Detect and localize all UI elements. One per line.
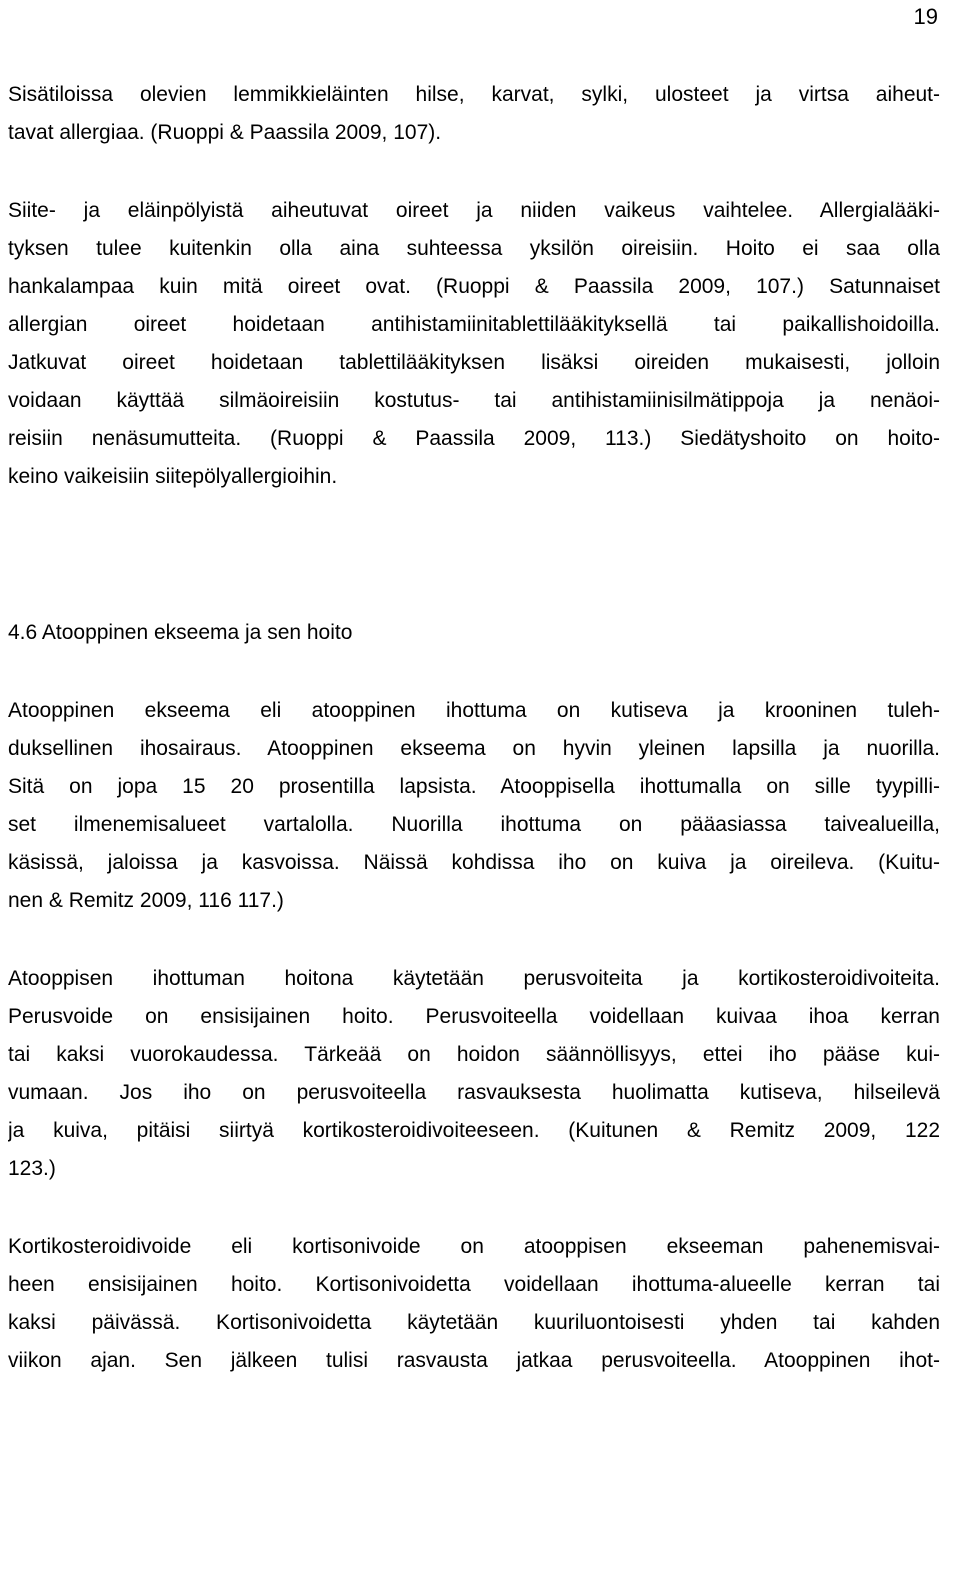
section-heading: 4.6 Atooppinen ekseema ja sen hoito [8, 621, 353, 644]
text-line: käsissä, jaloissa ja kasvoissa. Näissä kohdissa iho on kuiva ja oireileva. (Kuitu- [8, 851, 940, 874]
text-line: 123.) [8, 1157, 56, 1180]
text-line: Jatkuvat oireet hoidetaan tablettilääkityksen lisäksi oireiden mukaisesti, jolloin [8, 351, 940, 374]
text-line: keino vaikeisiin siitepölyallergioihin. [8, 465, 338, 488]
text-line: Sisätiloissa olevien lemmikkieläinten hilse, karvat, sylki, ulosteet ja virtsa aiheut- [8, 83, 940, 106]
text-line: kaksi päivässä. Kortisonivoidetta käytetään kuuriluontoisesti yhden tai kahden [8, 1311, 940, 1334]
text-line: Perusvoide on ensisijainen hoito. Perusvoiteella voidellaan kuivaa ihoa kerran [8, 1005, 940, 1028]
text-line: hankalampaa kuin mitä oireet ovat. (Ruoppi & Paassila 2009, 107.) Satunnaiset [8, 275, 940, 298]
text-line: nen & Remitz 2009, 116 117.) [8, 889, 284, 912]
text-line: tai kaksi vuorokaudessa. Tärkeää on hoidon säännöllisyys, ettei iho pääse kui- [8, 1043, 940, 1066]
text-line: vumaan. Jos iho on perusvoiteella rasvauksesta huolimatta kutiseva, hilseilevä [8, 1081, 940, 1104]
text-line: tavat allergiaa. (Ruoppi & Paassila 2009, 107). [8, 121, 442, 144]
text-line: ja kuiva, pitäisi siirtyä kortikosteroidivoiteeseen. (Kuitunen & Remitz 2009, 122 [8, 1119, 940, 1142]
text-line: Atooppisen ihottuman hoitona käytetään perusvoiteita ja kortikosteroidivoiteita. [8, 967, 940, 990]
text-line: Siite- ja eläinpölyistä aiheutuvat oireet ja niiden vaikeus vaihtelee. Allergialääki- [8, 199, 940, 222]
text-line: duksellinen ihosairaus. Atooppinen ekseema on hyvin yleinen lapsilla ja nuorilla. [8, 737, 940, 760]
text-line: voidaan käyttää silmäoireisiin kostutus- tai antihistamiinisilmätippoja ja nenäoi- [8, 389, 940, 412]
text-line: heen ensisijainen hoito. Kortisonivoidetta voidellaan ihottuma-alueelle kerran tai [8, 1273, 940, 1296]
text-line: set ilmenemisalueet vartalolla. Nuorilla ihottuma on pääasiassa taivealueilla, [8, 813, 940, 836]
page-number: 19 [913, 4, 938, 29]
text-line: allergian oireet hoidetaan antihistamiinitablettilääkityksellä tai paikallishoidoilla. [8, 313, 940, 336]
text-line: reisiin nenäsumutteita. (Ruoppi & Paassila 2009, 113.) Siedätyshoito on hoito- [8, 427, 940, 450]
text-line: Kortikosteroidivoide eli kortisonivoide on atooppisen ekseeman pahenemisvai- [8, 1235, 940, 1258]
text-line: Sitä on jopa 15 20 prosentilla lapsista. Atooppisella ihottumalla on sille tyypilli- [8, 775, 940, 798]
text-line: tyksen tulee kuitenkin olla aina suhteessa yksilön oireisiin. Hoito ei saa olla [8, 237, 940, 260]
text-line: Atooppinen ekseema eli atooppinen ihottuma on kutiseva ja krooninen tuleh- [8, 699, 940, 722]
text-line: viikon ajan. Sen jälkeen tulisi rasvausta jatkaa perusvoiteella. Atooppinen ihot- [8, 1349, 940, 1372]
